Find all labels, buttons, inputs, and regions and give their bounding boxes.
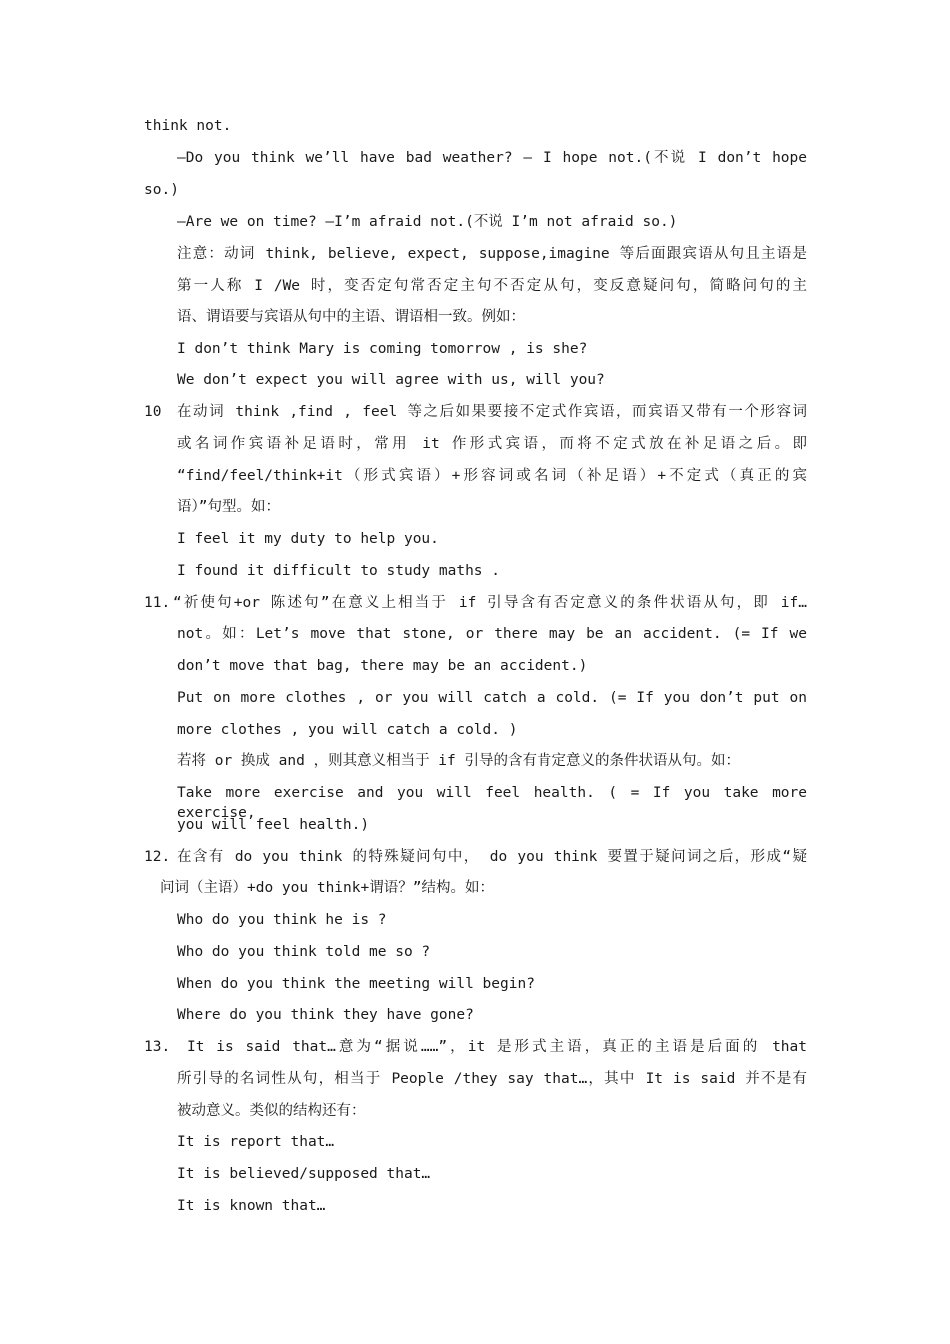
text-line: It is believed/supposed that… [177, 1166, 431, 1182]
text-line: 若将 or 换成 and ，则其意义相当于 if 引导的含有肯定意义的条件状语从句。如： [177, 753, 740, 769]
text-line: —Do you think we’ll have bad weather? — I hope not.(不说 I don’t hope [177, 150, 807, 166]
text-line: 所引导的名词性从句，相当于 People /they say that…，其中 It is said 并不是有 [177, 1071, 807, 1087]
text-line: It is known that… [177, 1198, 326, 1214]
text-line: “祈使句+or 陈述句”在意义上相当于 if 引导含有否定意义的条件状语从句，即 if… [173, 595, 807, 611]
text-line: I found it difficult to study maths . [177, 563, 501, 579]
text-line: 问词（主语）+do you think+谓语？”结构。如： [160, 880, 494, 896]
item-number: 10 [144, 404, 162, 420]
text-line: I feel it my duty to help you. [177, 531, 439, 547]
text-line: I don’t think Mary is coming tomorrow , is she? [177, 341, 588, 357]
text-line: Who do you think he is ? [177, 912, 387, 928]
text-line: you will feel health.) [177, 817, 370, 833]
text-line: 在动词 think ,find , feel 等之后如果要接不定式作宾语，而宾语又带有一个形容词 [177, 404, 807, 420]
text-line: Who do you think told me so ? [177, 944, 431, 960]
text-line: don’t move that bag, there may be an accident.) [177, 658, 588, 674]
text-line: 语）”句型。如： [177, 499, 280, 515]
text-line: When do you think the meeting will begin? [177, 976, 535, 992]
text-line: It is said that…意为“据说……”，it 是形式主语，真正的主语是后面的 that [187, 1039, 807, 1055]
text-line: “find/feel/think+it（形式宾语）+形容词或名词（补足语）+不定式（真正的宾 [177, 468, 807, 484]
text-line: not。如：Let’s move that stone, or there may be an accident. (= If we [177, 626, 807, 642]
text-line: more clothes , you will catch a cold. ) [177, 722, 518, 738]
text-line: think not. [144, 118, 232, 134]
text-line: We don’t expect you will agree with us, will you? [177, 372, 605, 388]
text-line: 被动意义。类似的结构还有： [177, 1103, 366, 1119]
item-number: 11. [144, 595, 171, 611]
text-line: —Are we on time? —I’m afraid not.(不说 I’m not afraid so.) [177, 214, 678, 230]
text-line: 第一人称 I /We 时，变否定句常否定主句不否定从句，变反意疑问句，简略问句的主 [177, 278, 807, 294]
text-line: 或名词作宾语补足语时，常用 it 作形式宾语，而将不定式放在补足语之后。即 [177, 436, 807, 452]
text-line: Take more exercise and you will feel health. ( = If you take more exercise, [177, 785, 807, 821]
text-line: 在含有 do you think 的特殊疑问句中， do you think 要置于疑问词之后，形成“疑 [177, 849, 807, 865]
text-line: so.) [144, 182, 179, 198]
item-number: 12. [144, 849, 171, 865]
text-line: 语、谓语要与宾语从句中的主语、谓语相一致。例如： [177, 309, 525, 325]
text-line: 注意：动词 think, believe, expect, suppose,imagine 等后面跟宾语从句且主语是 [177, 246, 807, 262]
item-number: 13. [144, 1039, 171, 1055]
text-line: It is report that… [177, 1134, 335, 1150]
text-line: Put on more clothes , or you will catch a cold. (= If you don’t put on [177, 690, 807, 706]
text-line: Where do you think they have gone? [177, 1007, 474, 1023]
